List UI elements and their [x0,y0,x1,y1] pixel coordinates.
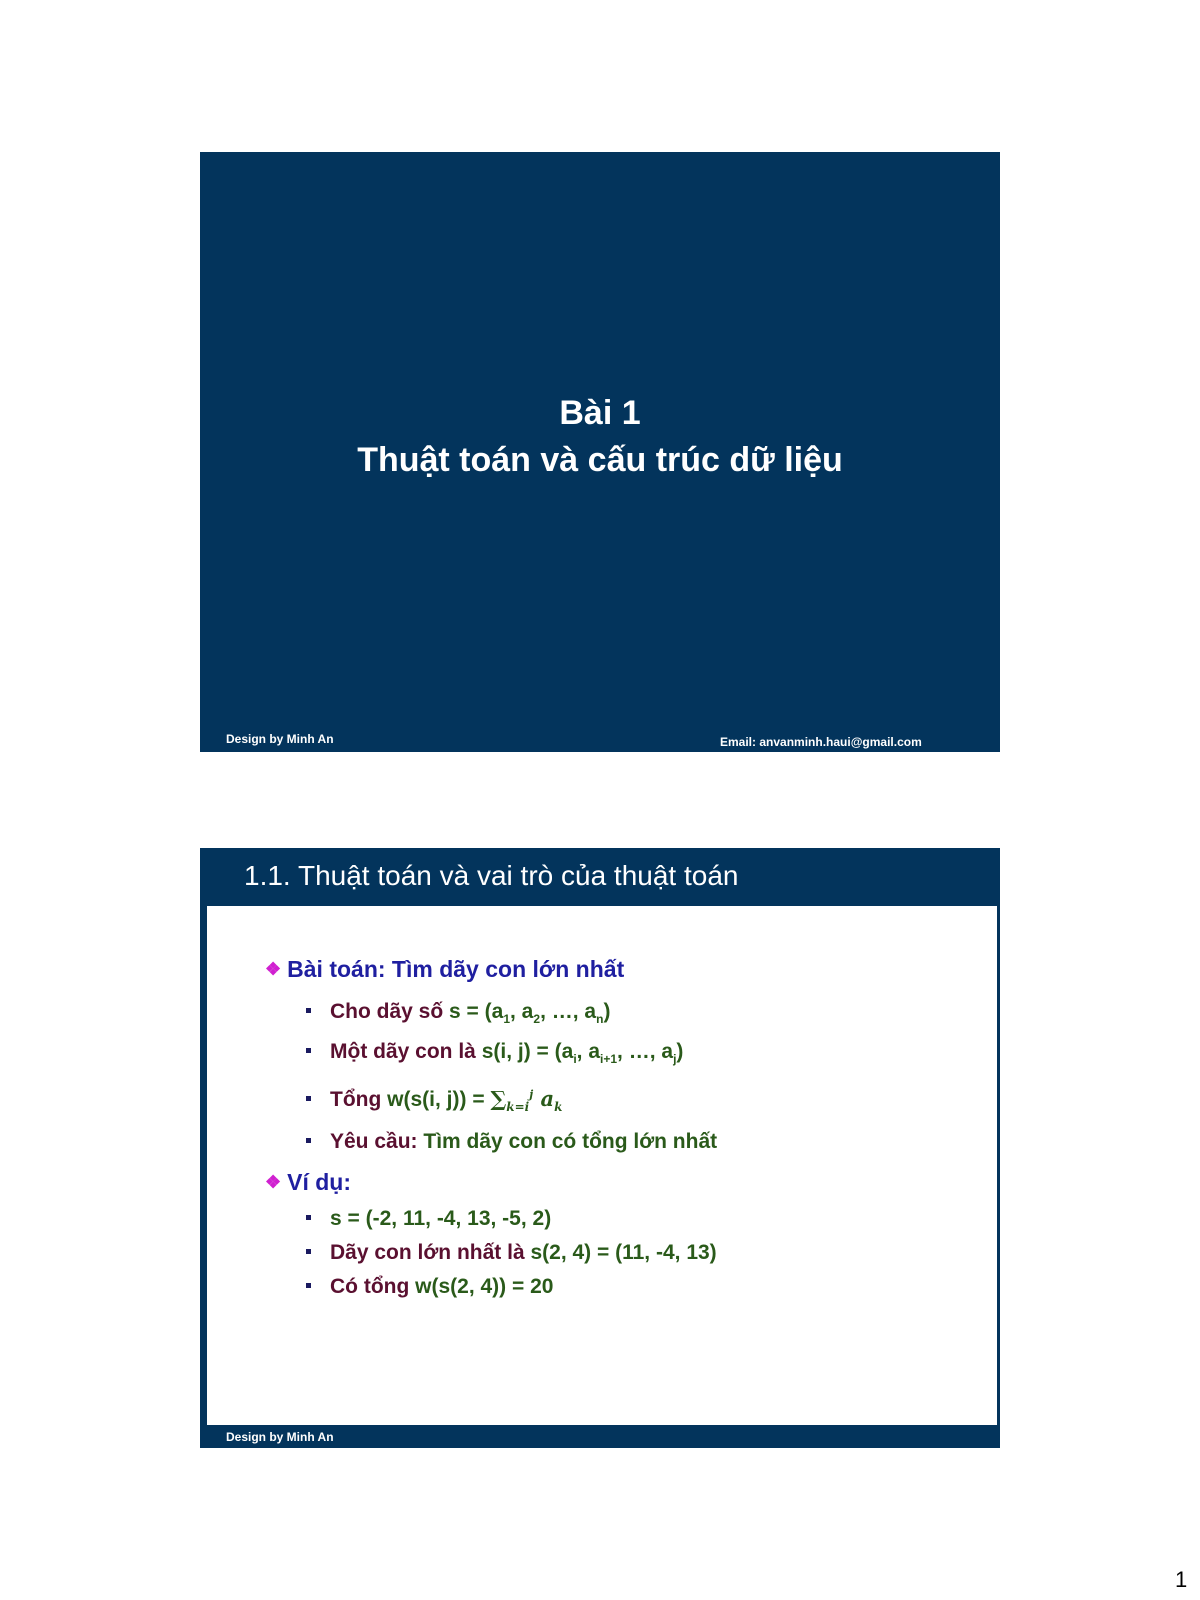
problem-item-2: Một dãy con là s(i, $j) = (a_i$, $a_{i+1}$, …, $a_j$) [306,1040,683,1066]
slide-title-block [200,390,1000,484]
lesson-title: Thuật toán và cấu trúc dữ liệu [357,441,843,479]
example-item-1: s = (-2, 11, -4, 13, -5, 2) [306,1207,551,1231]
slide-body [207,906,997,1425]
square-bullet-icon [306,1138,311,1143]
problem-heading: ❖ Bài toán: Tìm dãy con lớn nhất [265,956,625,982]
footer-author: Design by Minh An [226,1430,334,1444]
square-bullet-icon [306,1048,311,1053]
square-bullet-icon [306,1249,311,1254]
footer-author: Design by Minh An [226,732,334,746]
square-bullet-icon [306,1008,311,1013]
example-item-2: Dãy con lớn nhất là s(2, 4) = (11, -4, 13) [306,1241,717,1265]
footer-email: Email: anvanminh.haui@gmail.com [720,735,922,749]
slide-heading: 1.1. Thuật toán và vai trò của thuật toán [244,860,739,891]
example-heading: ❖ Ví dụ: [265,1169,352,1195]
problem-item-4: Yêu cầu: Tìm dãy con có tổng lớn nhất [306,1130,717,1154]
square-bullet-icon [306,1283,311,1288]
square-bullet-icon [306,1096,311,1101]
problem-item-1: Cho dãy số $s = (a_1$, $a_2$, …, $a_n$) [306,1000,610,1026]
four-diamond-icon: ❖ [265,959,282,979]
page-number: 1 [1175,1567,1188,1592]
example-item-3: Có tổng w(s(2, 4)) = 20 [306,1275,553,1299]
sum-formula: $\sum_{k=i}^j$ $a_k$ [490,1086,563,1115]
square-bullet-icon [306,1215,311,1220]
content-slide [200,848,1000,1448]
lesson-number: Bài 1 [559,394,641,432]
title-slide [200,152,1000,752]
problem-item-3: Tổng w(s(i, $j)) = \sum_{k=i}^j$ $a_k$ [306,1086,562,1114]
four-diamond-icon: ❖ [265,1172,282,1192]
